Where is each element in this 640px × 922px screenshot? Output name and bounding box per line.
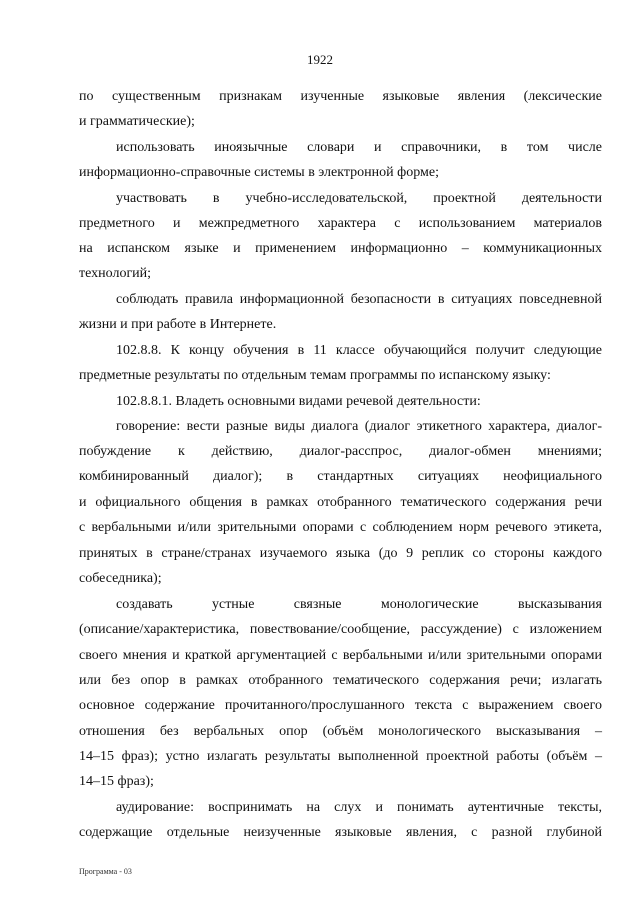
text-line: или без опор в рамках отобранного тематического содержания речи; излагать <box>79 673 602 688</box>
text-line: и официального общения в рамках отобранного тематического содержания речи <box>79 495 602 510</box>
text-line: жизни и при работе в Интернете. <box>79 317 277 332</box>
text-line: (описание/характеристика, повествование/сообщение, рассуждение) с изложением <box>79 622 602 637</box>
text-line: информационно-справочные системы в электронной форме; <box>79 165 439 180</box>
page-number: 1922 <box>307 52 333 67</box>
text-line: по существенным признакам изученные языковые явления (лексические <box>79 89 602 104</box>
text-line: с вербальными и/или зрительными опорами с соблюдением норм речевого этикета, <box>79 520 602 535</box>
text-line: говорение: вести разные виды диалога (диалог этикетного характера, диалог- <box>116 419 602 434</box>
text-line: содержащие отдельные неизученные языковые явления, с разной глубиной <box>79 825 602 840</box>
text-line: своего мнения и краткой аргументацией с вербальными и/или зрительными опорами <box>79 648 602 663</box>
text-line: соблюдать правила информационной безопасности в ситуациях повседневной <box>116 292 602 307</box>
text-line: и грамматические); <box>79 114 195 129</box>
text-line: создавать устные связные монологические высказывания <box>116 597 602 612</box>
text-line: отношения без вербальных опор (объём монологического высказывания – <box>79 724 602 739</box>
text-line: использовать иноязычные словари и справочники, в том числе <box>116 140 602 155</box>
text-line: основное содержание прочитанного/прослушанного текста с выражением своего <box>79 698 602 713</box>
text-line: предметного и межпредметного характера с использованием материалов <box>79 216 602 231</box>
text-line: побуждение к действию, диалог-расспрос, диалог-обмен мнениями; <box>79 444 602 459</box>
text-line: собеседника); <box>79 571 162 586</box>
text-line: предметные результаты по отдельным темам программы по испанскому языку: <box>79 368 551 383</box>
text-line: технологий; <box>79 266 152 281</box>
footer-label: Программа - 03 <box>79 867 132 876</box>
text-line: 14–15 фраз); устно излагать результаты выполненной проектной работы (объём – <box>79 749 602 764</box>
text-line: комбинированный диалог); в стандартных ситуациях неофициального <box>79 469 602 484</box>
text-line: участвовать в учебно-исследовательской, проектной деятельности <box>116 191 602 206</box>
text-line: принятых в стране/странах изучаемого языка (до 9 реплик со стороны каждого <box>79 546 602 561</box>
text-line: аудирование: воспринимать на слух и понимать аутентичные тексты, <box>116 800 602 815</box>
text-line: на испанском языке и применением информационно – коммуникационных <box>79 241 602 256</box>
text-line: 102.8.8. К концу обучения в 11 классе обучающийся получит следующие <box>116 343 602 358</box>
text-line: 14–15 фраз); <box>79 774 154 789</box>
text-line: 102.8.8.1. Владеть основными видами речевой деятельности: <box>116 394 481 409</box>
